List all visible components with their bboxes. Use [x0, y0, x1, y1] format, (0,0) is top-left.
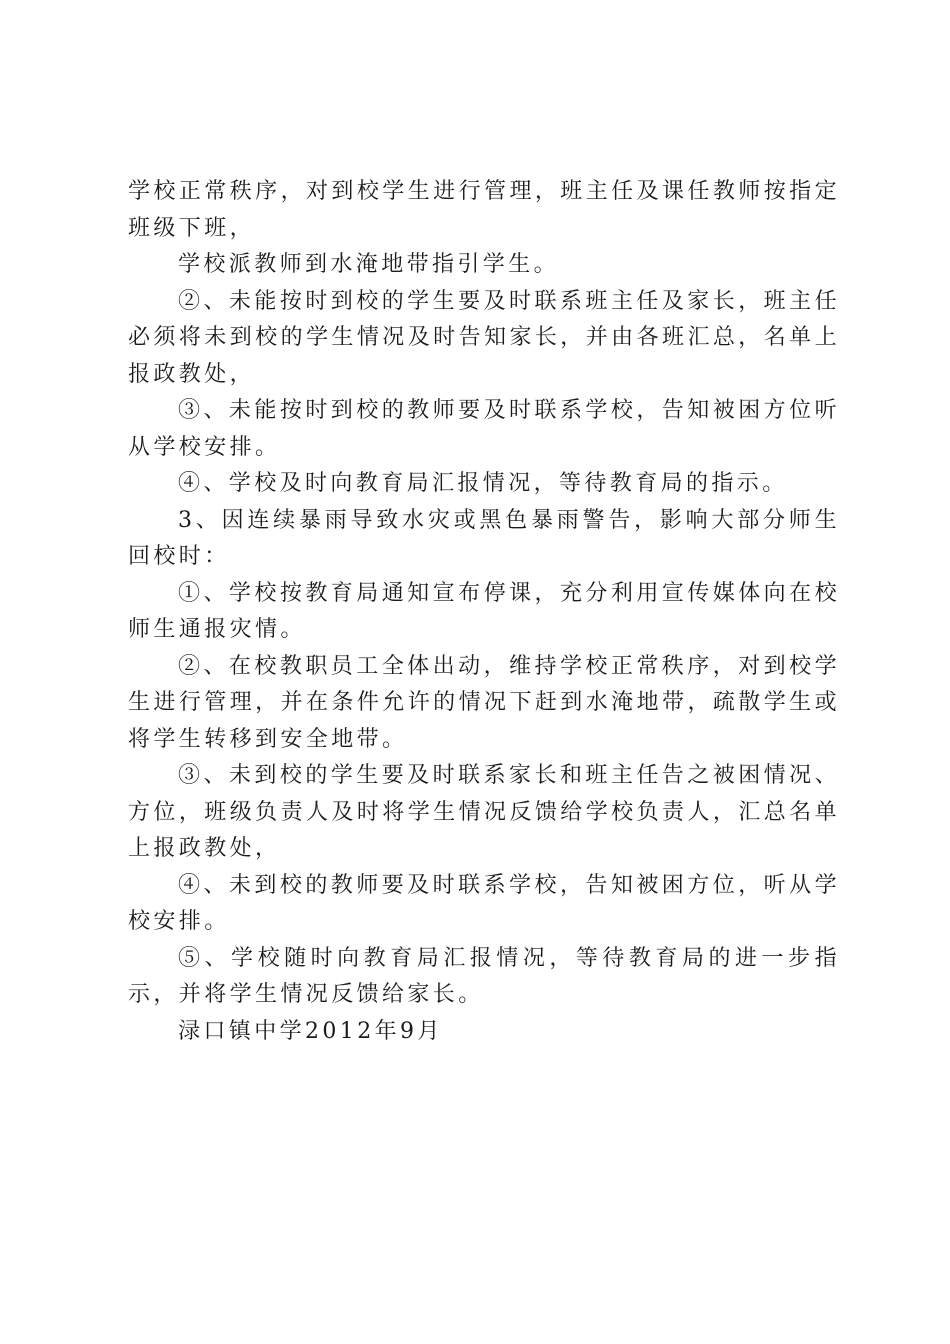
signature-line: 渌口镇中学2012年9月 — [178, 1018, 443, 1044]
paragraph-item-4-absent-teachers: ④、未到校的教师要及时联系学校，告知被困方位，听从学校安排。 — [128, 872, 840, 934]
paragraph-item-3-absent-students: ③、未到校的学生要及时联系家长和班主任告之被困情况、方位，班级负责人及时将学生情况反馈给学校负责人，汇总名单上报政教处， — [128, 763, 840, 861]
paragraph-section-3-heading: 3、因连续暴雨导致水灾或黑色暴雨警告，影响大部分师生回校时： — [128, 507, 840, 569]
paragraph-item-1-suspend-classes: ①、学校按教育局通知宣布停课，充分利用宣传媒体向在校师生通报灾情。 — [128, 580, 840, 642]
paragraph-continuation: 学校正常秩序，对到校学生进行管理，班主任及课任教师按指定班级下班， — [128, 179, 840, 241]
paragraph-guide-students: 学校派教师到水淹地带指引学生。 — [178, 252, 560, 277]
document-body — [128, 174, 840, 1050]
paragraph-item-5-report-feedback: ⑤、学校随时向教育局汇报情况，等待教育局的进一步指示，并将学生情况反馈给家长。 — [128, 945, 840, 1007]
paragraph-item-2-staff-mobilize: ②、在校教职员工全体出动，维持学校正常秩序，对到校学生进行管理，并在条件允许的情况下赶到水淹地带，疏散学生或将学生转移到安全地带。 — [128, 653, 840, 752]
paragraph-item-2-students-late: ②、未能按时到校的学生要及时联系班主任及家长，班主任必须将未到校的学生情况及时告知家长，并由各班汇总，名单上报政教处， — [128, 288, 840, 387]
paragraph-item-4-report: ④、学校及时向教育局汇报情况，等待教育局的指示。 — [178, 471, 788, 496]
paragraph-item-3-teachers-late: ③、未能按时到校的教师要及时联系学校，告知被困方位听从学校安排。 — [128, 398, 840, 460]
